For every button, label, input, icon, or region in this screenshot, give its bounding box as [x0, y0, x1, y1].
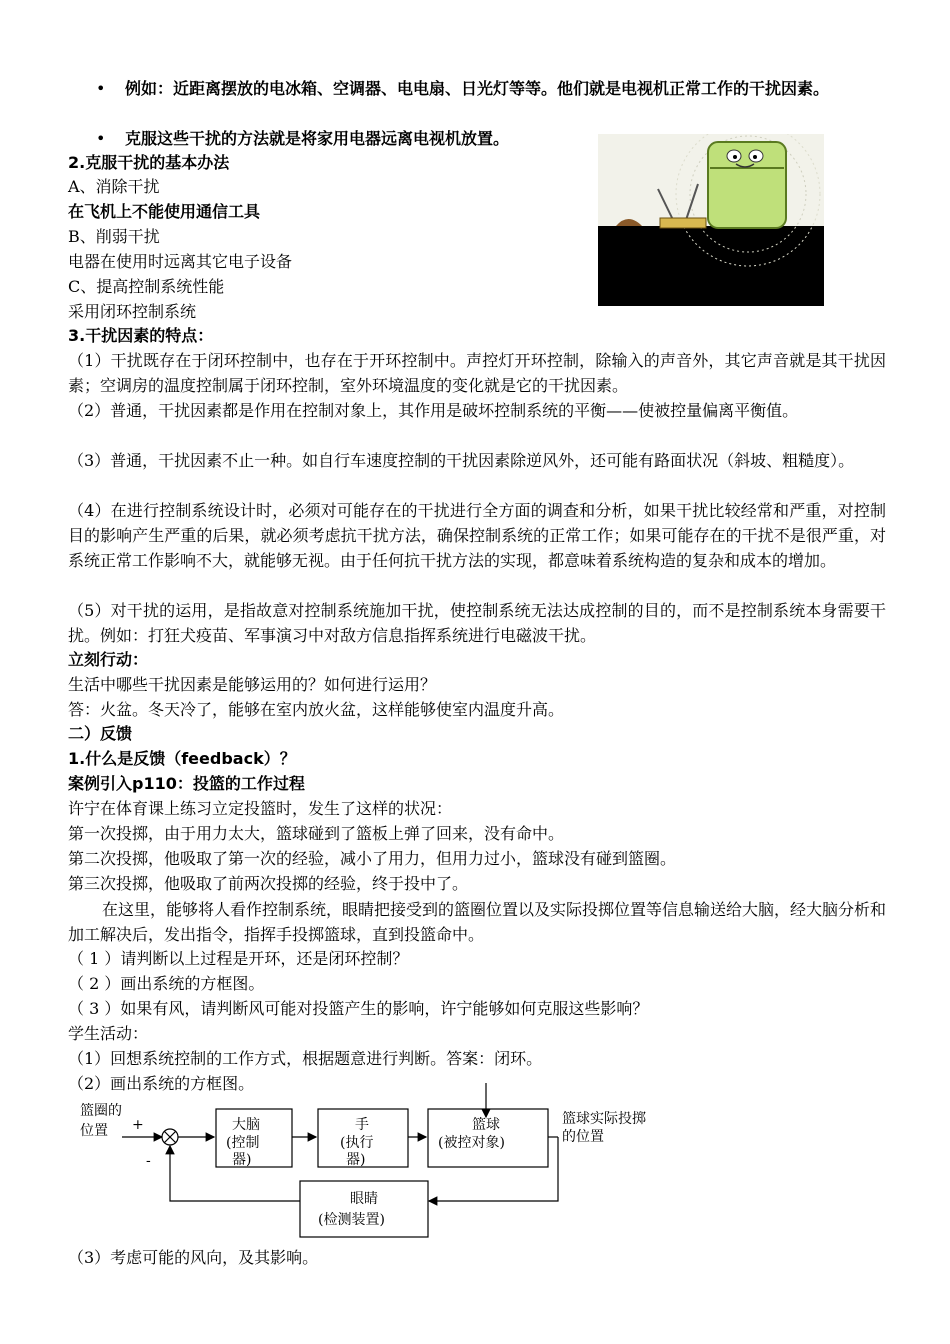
bullet-dot: • [96, 79, 106, 98]
bullet-dot: • [96, 129, 106, 148]
appliance-illustration [598, 134, 824, 306]
task-3: （ 3 ）如果有风，请判断风可能对投篮产生的影响，许宁能够如何克服这些影响？ [68, 999, 649, 1018]
method-c-example: 采用闭环控制系统 [68, 302, 197, 321]
input-label-line-1: 篮圈的 [80, 1103, 122, 1119]
case-title: 案例引入p110：投篮的工作过程 [68, 774, 305, 793]
feedback-question-title: 1.什么是反馈（feedback）？ [68, 749, 296, 768]
feature-paragraph-2: （2）普通，干扰因素都是作用在控制对象上，其作用是破坏控制系统的平衡——使被控量偏离平衡值。 [68, 401, 799, 420]
brain-role-line-1: (控制 [226, 1135, 260, 1151]
feature-paragraph-1: （1）干扰既存在于闭环控制中，也存在于开环控制中。声控灯开环控制，除输入的声音外，其它声音就是其干扰因素；空调房的温度控制属于闭环控制，室外环境温度的变化就是它的干扰因素。 [68, 351, 886, 395]
action-title: 立刻行动： [68, 650, 149, 669]
section-title-features: 3.干扰因素的特点： [68, 326, 214, 345]
case-line-1: 许宁在体育课上练习立定投篮时，发生了这样的状况： [68, 799, 453, 818]
brain-role-line-2: 器) [232, 1152, 252, 1168]
hand-role-line-2: 器) [346, 1152, 366, 1168]
hand-label: 手 [355, 1117, 369, 1133]
case-line-2: 第一次投掷，由于用力太大，篮球碰到了篮板上弹了回来，没有命中。 [68, 824, 565, 843]
output-label-line-2: 的位置 [562, 1129, 604, 1145]
task-1: （ 1 ）请判断以上过程是开环，还是闭环控制？ [68, 949, 409, 968]
section-title-overcome: 2.克服干扰的基本办法 [68, 153, 230, 172]
input-label-line-2: 位置 [80, 1123, 108, 1139]
activity-1: （1）回想系统控制的工作方式，根据题意进行判断。答案：闭环。 [68, 1049, 543, 1068]
hand-role-line-1: (执行 [340, 1135, 374, 1151]
activity-title: 学生活动： [68, 1024, 149, 1043]
minus-sign: - [146, 1153, 151, 1169]
ball-label: 篮球 [472, 1117, 500, 1133]
plus-sign: + [132, 1117, 144, 1133]
output-label-line-1: 篮球实际投掷 [562, 1111, 646, 1127]
eye-role: (检测装置) [318, 1212, 385, 1228]
action-answer: 答：火盆。冬天冷了，能够在室内放火盆，这样能够使室内温度升高。 [68, 700, 565, 719]
method-c-label: C、提高控制系统性能 [68, 277, 225, 296]
feature-paragraph-3: （3）普通，干扰因素不止一种。如自行车速度控制的干扰因素除逆风外，还可能有路面状况（斜坡、粗糙度）。 [68, 451, 855, 470]
brain-label: 大脑 [232, 1117, 260, 1133]
method-a-label: A、消除干扰 [68, 177, 160, 196]
bullet-text-1: 例如：近距离摆放的电冰箱、空调器、电电扇、日光灯等等。他们就是电视机正常工作的干扰因素。 [125, 79, 830, 98]
feedback-block-diagram [68, 1083, 708, 1253]
summing-junction [162, 1129, 178, 1145]
action-question: 生活中哪些干扰因素是能够运用的？如何进行运用？ [68, 675, 437, 694]
feature-paragraph-4: （4）在进行控制系统设计时，必须对可能存在的干扰进行全方面的调查和分析，如果干扰比较经常和严重，对控制目的影响产生严重的后果，就必须考虑抗干扰方法，确保控制系统的正常工作；如果可能存在的干扰不是很严重，对系统正常工作影响不大，就能够无视。由于任何抗干扰方法的实现，都意味着系统构造的复杂和成本的增加。 [68, 501, 886, 570]
activity-2: （2）画出系统的方框图。 [68, 1074, 255, 1093]
bullet-text-2: 克服这些干扰的方法就是将家用电器远离电视机放置。 [125, 129, 510, 148]
case-line-3: 第二次投掷，他吸取了第一次的经验，减小了用力，但用力过小，篮球没有碰到篮圈。 [68, 849, 677, 868]
task-2: （ 2 ）画出系统的方框图。 [68, 974, 265, 993]
method-a-example: 在飞机上不能使用通信工具 [68, 202, 261, 221]
feature-paragraph-5: （5）对干扰的运用，是指故意对控制系统施加干扰，使控制系统无法达成控制的目的，而不是控制系统本身需要干扰。例如：打狂犬疫苗、军事演习中对敌方信息指挥系统进行电磁波干扰。 [68, 601, 886, 645]
fridge-tv-cartoon-icon [598, 134, 824, 306]
activity-3: （3）考虑可能的风向，及其影响。 [68, 1248, 319, 1267]
method-b-example: 电器在使用时远离其它电子设备 [68, 252, 293, 271]
ball-role: (被控对象) [438, 1135, 505, 1151]
eye-label: 眼睛 [350, 1191, 378, 1207]
case-line-4: 第三次投掷，他吸取了前两次投掷的经验，终于投中了。 [68, 874, 469, 893]
method-b-label: B、削弱干扰 [68, 227, 160, 246]
feedback-heading: 二）反馈 [68, 724, 133, 743]
analysis-paragraph: 在这里，能够将人看作控制系统，眼睛把接受到的篮圈位置以及实际投掷位置等信息输送给大脑，经大脑分析和加工解决后，发出指令，指挥手投掷篮球，直到投篮命中。 [68, 900, 887, 944]
eye-box [300, 1181, 428, 1237]
